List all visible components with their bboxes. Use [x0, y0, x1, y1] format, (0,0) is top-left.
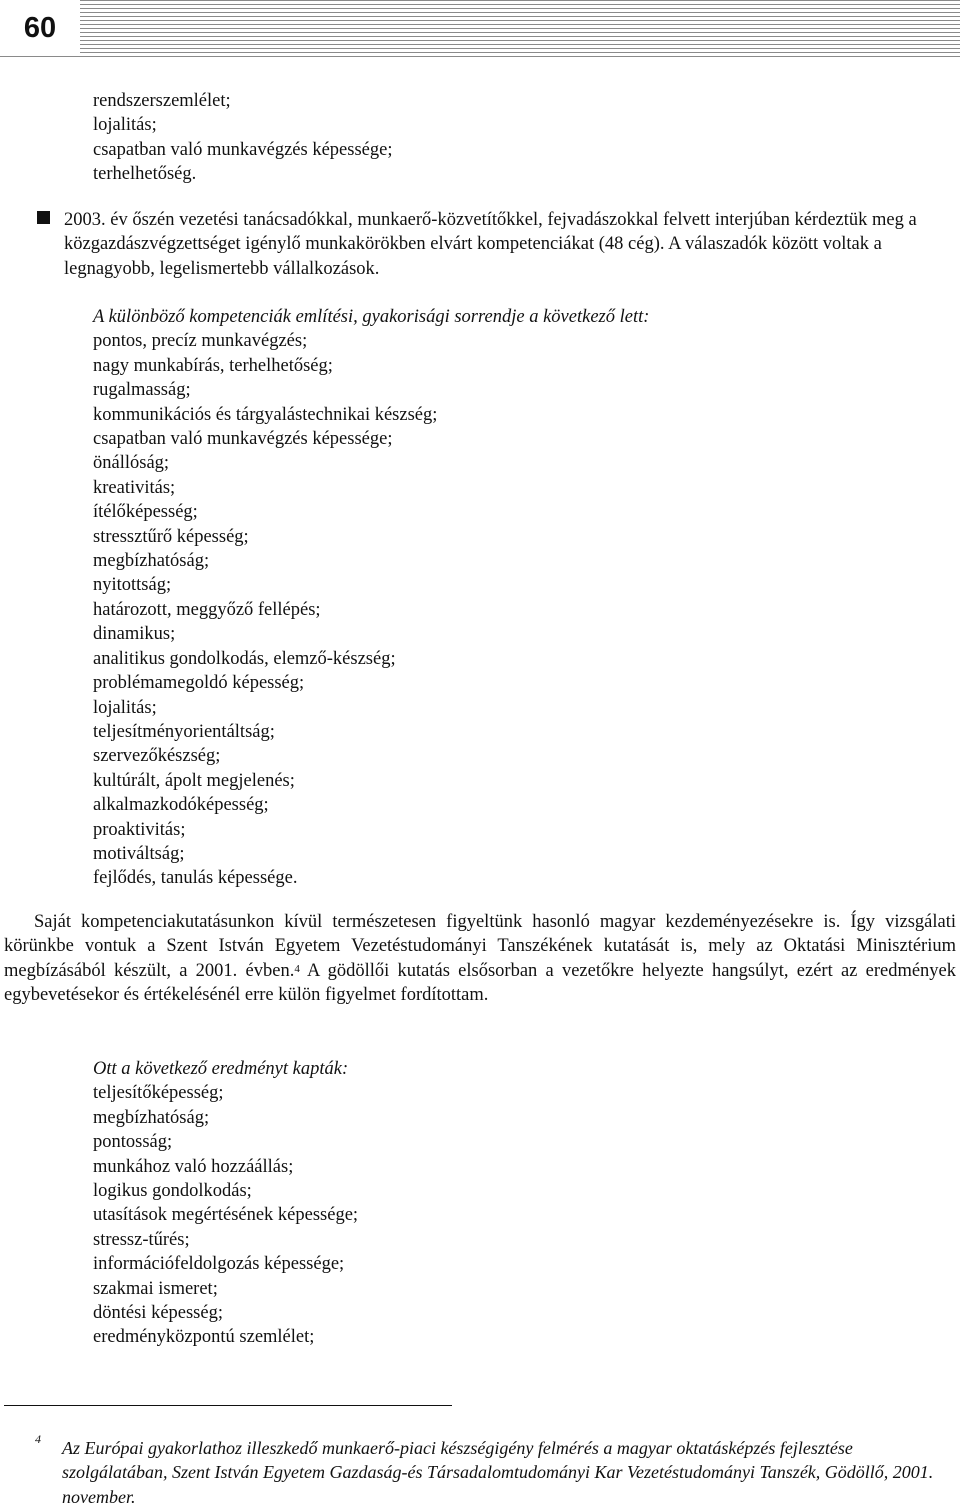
list-item: nyitottság;: [93, 575, 172, 596]
list-item: kommunikációs és tárgyalástechnikai készség;: [93, 404, 438, 425]
list-item: szervezőkészség;: [93, 746, 221, 767]
page-header-rule: [0, 0, 960, 60]
list-item: ítélőképesség;: [93, 502, 198, 523]
list-item: szakmai ismeret;: [93, 1278, 218, 1299]
result-heading: Ott a következő eredményt kapták:: [93, 1059, 349, 1079]
list-item: utasítások megértésének képessége;: [93, 1205, 359, 1226]
list-item: megbízhatóság;: [93, 1107, 210, 1128]
square-bullet-icon: [37, 211, 50, 224]
list-item: információfeldolgozás képessége;: [93, 1254, 345, 1275]
bullet-paragraph: 2003. év őszén vezetési tanácsadókkal, munkaerő-közvetítőkkel, fejvadászokkal felvett interjúban kérdeztük meg a közgazdászvégzettséget igénylő munkakörökben elvárt kompetenciákat (48 cég). A válaszadók között voltak a legnagyobb, legelismertebb vállalkozások.: [64, 210, 917, 279]
list-item: kreativitás;: [93, 477, 176, 498]
list-item: nagy munkabírás, terhelhetőség;: [93, 355, 333, 376]
list-item: proaktivitás;: [93, 819, 186, 840]
list-item: rendszerszemlélet;: [93, 91, 231, 111]
list-item: fejlődés, tanulás képessége.: [93, 868, 298, 889]
page-number: 60: [0, 0, 80, 56]
list-item: lojalitás;: [93, 697, 157, 718]
list-item: csapatban való munkavégzés képessége;: [93, 139, 393, 160]
list-item: pontosság;: [93, 1132, 173, 1153]
list-item: dinamikus;: [93, 624, 176, 645]
list-item: terhelhetőség.: [93, 164, 197, 185]
list-item: problémamegoldó képesség;: [93, 673, 305, 694]
list-item: csapatban való munkavégzés képessége;: [93, 429, 393, 450]
list-item: teljesítményorientáltság;: [93, 721, 275, 742]
footnote-number: 4: [35, 1432, 41, 1446]
list-item: önállóság;: [93, 453, 170, 474]
body-paragraph: [4, 910, 956, 1008]
list-item: alkalmazkodóképesség;: [93, 795, 269, 816]
list-item: logikus gondolkodás;: [93, 1181, 252, 1202]
list-item: pontos, precíz munkavégzés;: [93, 331, 308, 352]
body-text-continued: A gödöllői kutatás elsősorban a vezetőkre helyezte hangsúlyt, ezért az eredmények egybevetésekor és értékelésénél erre külön figyelmet fordítottam.: [4, 960, 957, 1006]
list-item: teljesítőképesség;: [93, 1083, 224, 1104]
list-item: kultúrált, ápolt megjelenés;: [93, 770, 295, 791]
footnote-text: Az Európai gyakorlathoz illeszkedő munkaerő-piaci készségigény felmérés a magyar oktatásképzés fejlesztése szolgálatában, Szent István Egyetem Gazdaság-és Társadalomtudományi Kar Vezetéstudományi Tanszék, Gödöllő, 2001. november.: [62, 1438, 934, 1507]
list-item: határozott, meggyőző fellépés;: [93, 599, 321, 620]
list-item: rugalmasság;: [93, 380, 191, 401]
list-item: lojalitás;: [93, 115, 157, 136]
list-item: döntési képesség;: [93, 1303, 223, 1324]
footnote-divider: [4, 1405, 452, 1406]
list-item: eredményközpontú szemlélet;: [93, 1327, 315, 1348]
list-item: analitikus gondolkodás, elemző-készség;: [93, 648, 396, 669]
body-text: Saját kompetenciakutatásunkon kívül természetesen figyeltünk hasonló magyar kezdeményezésekre is. Így vizsgálati körünkbe vontuk a Szent István Egyetem Vezetéstudományi Tanszékének kutatását is, mely az Oktatási Minisztérium megbízásából készült, a 2001. évben.: [4, 912, 956, 981]
list-item: megbízhatóság;: [93, 551, 210, 572]
footnote-reference: 4: [294, 962, 300, 975]
list-item: munkához való hozzáállás;: [93, 1156, 294, 1177]
competency-list: [93, 305, 649, 891]
list-item: stressztűrő képesség;: [93, 526, 249, 547]
list-item: motiváltság;: [93, 843, 185, 864]
list-item: stressz-tűrés;: [93, 1229, 190, 1250]
intro-list: [93, 89, 392, 187]
result-list: [93, 1057, 358, 1350]
competency-heading: A különböző kompetenciák említési, gyakorisági sorrendje a következő lett:: [93, 307, 650, 327]
